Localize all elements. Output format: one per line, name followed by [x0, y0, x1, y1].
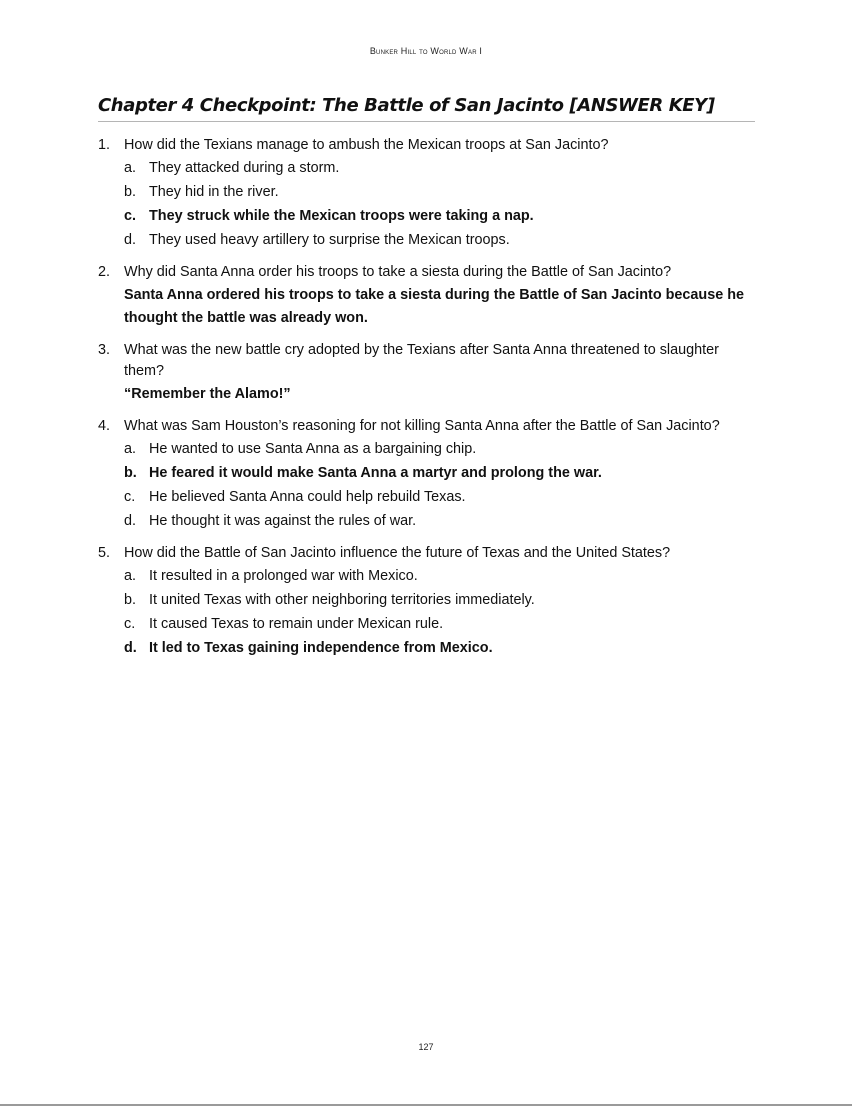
question-list: [98, 135, 758, 670]
option-text: It united Texas with other neighboring territories immediately.: [149, 592, 535, 608]
option-letter: b.: [124, 184, 137, 200]
page-title: Chapter 4 Checkpoint: The Battle of San Jacinto [ANSWER KEY]: [98, 95, 755, 122]
option-list: [98, 156, 758, 252]
option-letter: a.: [124, 441, 137, 457]
question-text: How did the Texians manage to ambush the Mexican troops at San Jacinto?: [124, 137, 609, 153]
question-text: What was Sam Houston’s reasoning for not killing Santa Anna after the Battle of San Jacinto?: [124, 418, 720, 434]
option-text: They hid in the river.: [149, 184, 279, 200]
option-letter: c.: [124, 616, 136, 632]
option-text: It resulted in a prolonged war with Mexico.: [149, 568, 418, 584]
option-letter: d.: [124, 232, 137, 248]
option-text: He wanted to use Santa Anna as a bargaining chip.: [149, 441, 477, 457]
option-letter: a.: [124, 160, 137, 176]
option-text: They used heavy artillery to surprise the Mexican troops.: [149, 232, 510, 248]
option-letter: c.: [124, 489, 136, 505]
option-b: [124, 180, 758, 204]
option-letter: b.: [124, 465, 137, 481]
option-letter: d.: [124, 640, 137, 656]
option-a: [124, 564, 758, 588]
answer-text: Santa Anna ordered his troops to take a siesta during the Battle of San Jacinto because he thought the battle was already won.: [124, 287, 745, 326]
question-4: [98, 416, 758, 533]
option-letter: b.: [124, 592, 137, 608]
option-letter: c.: [124, 208, 137, 224]
correct-option-c: [124, 204, 758, 228]
option-text: He believed Santa Anna could help rebuild Texas.: [149, 489, 466, 505]
answer-text: “Remember the Alamo!”: [124, 386, 291, 402]
question-number: 1.: [98, 137, 111, 153]
option-text: He feared it would make Santa Anna a martyr and prolong the war.: [149, 465, 602, 481]
option-text: It led to Texas gaining independence from Mexico.: [149, 640, 493, 656]
correct-option-b: [124, 461, 758, 485]
option-a: [124, 156, 758, 180]
option-d: [124, 509, 758, 533]
question-number: 2.: [98, 264, 111, 280]
option-a: [124, 437, 758, 461]
option-list: [98, 437, 758, 533]
option-text: He thought it was against the rules of war.: [149, 513, 417, 529]
question-3: [98, 340, 758, 406]
option-b: [124, 588, 758, 612]
option-letter: d.: [124, 513, 137, 529]
option-text: They struck while the Mexican troops were taking a nap.: [149, 208, 534, 224]
option-letter: a.: [124, 568, 137, 584]
question-2: [98, 262, 758, 330]
question-text: Why did Santa Anna order his troops to take a siesta during the Battle of San Jacinto?: [124, 264, 672, 280]
option-d: [124, 228, 758, 252]
question-1: [98, 135, 758, 252]
running-header: Bunker Hill to World War I: [369, 46, 483, 56]
page-number: 127: [418, 1042, 434, 1052]
question-5: [98, 543, 758, 660]
option-c: [124, 485, 758, 509]
correct-option-d: [124, 636, 758, 660]
option-text: They attacked during a storm.: [149, 160, 340, 176]
question-number: 3.: [98, 342, 111, 358]
question-number: 4.: [98, 418, 111, 434]
question-number: 5.: [98, 545, 111, 561]
question-text: How did the Battle of San Jacinto influence the future of Texas and the United States?: [124, 545, 671, 561]
option-text: It caused Texas to remain under Mexican rule.: [149, 616, 444, 632]
option-c: [124, 612, 758, 636]
option-list: [98, 564, 758, 660]
question-text: What was the new battle cry adopted by the Texians after Santa Anna threatened to slaughter them?: [124, 342, 719, 379]
